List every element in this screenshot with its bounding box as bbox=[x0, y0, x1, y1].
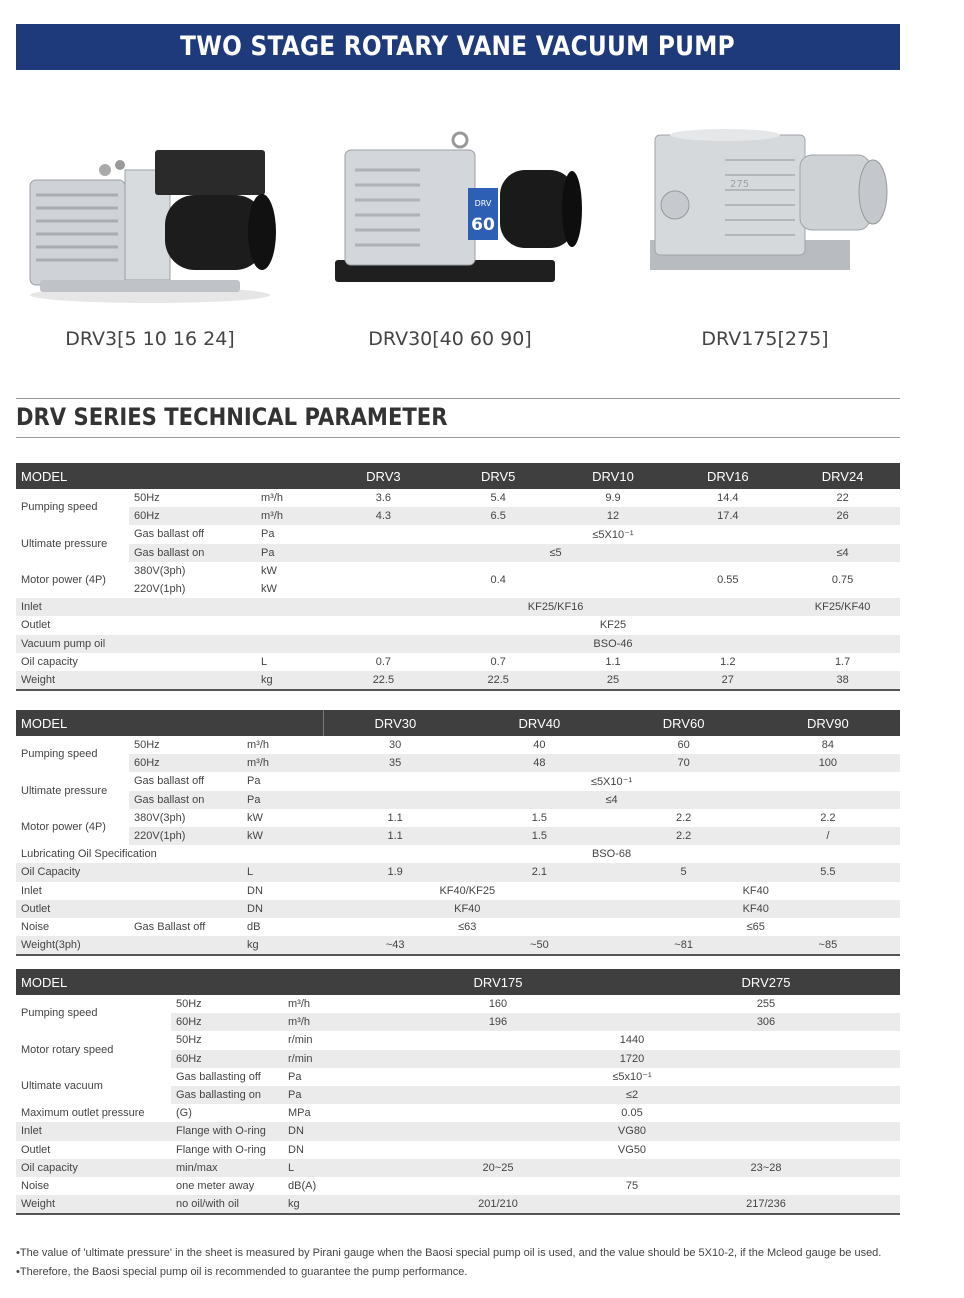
cell: 23~28 bbox=[632, 1159, 900, 1177]
product-drv30 bbox=[300, 110, 600, 350]
row-label: Ultimate pressure bbox=[21, 784, 108, 797]
row-label: Outlet bbox=[21, 619, 51, 632]
row-label: Noise bbox=[21, 1179, 50, 1192]
pump-image-drv30 bbox=[300, 110, 600, 310]
unit: L bbox=[283, 1159, 364, 1177]
cell: KF40 bbox=[612, 900, 901, 918]
cell: 75 bbox=[625, 1179, 639, 1192]
cell: 12 bbox=[556, 507, 671, 525]
cell: 1.7 bbox=[834, 655, 851, 668]
unit: Pa bbox=[261, 528, 275, 541]
cell: 1.1 bbox=[605, 655, 621, 668]
product-caption-drv3: DRV3[5 10 16 24] bbox=[65, 328, 235, 350]
table-row bbox=[16, 1122, 900, 1140]
table-row bbox=[16, 1177, 900, 1195]
cell: ~50 bbox=[467, 936, 611, 955]
cell: KF40/KF25 bbox=[439, 884, 496, 897]
condition: one meter away bbox=[176, 1179, 255, 1192]
cell: 4.3 bbox=[326, 507, 441, 525]
unit: DN bbox=[288, 1143, 304, 1156]
model-drv60: DRV60 bbox=[612, 710, 756, 736]
cell: ≤63 bbox=[458, 920, 477, 933]
cell: 30 bbox=[389, 739, 402, 752]
table-row bbox=[16, 863, 900, 881]
unit: MPa bbox=[288, 1107, 311, 1120]
row-label: Pumping speed bbox=[21, 501, 98, 514]
footnote: •The value of 'ultimate pressure' in the sheet is measured by Pirani gauge when the Baosi special pump oil is used, and the value should be 5X10-2, if the Mcleod gauge be used. bbox=[16, 1247, 882, 1259]
cell: 1720 bbox=[364, 1050, 900, 1068]
table-row bbox=[16, 671, 900, 690]
row-label: Inlet bbox=[16, 1122, 171, 1140]
pump-image-drv3 bbox=[0, 110, 300, 310]
model-drv90: DRV90 bbox=[756, 710, 900, 736]
condition: 60Hz bbox=[129, 507, 256, 525]
table-row bbox=[16, 936, 900, 955]
cell: 1.9 bbox=[323, 863, 467, 881]
cell: 40 bbox=[533, 739, 546, 752]
model-drv30: DRV30 bbox=[323, 710, 467, 736]
table-row bbox=[16, 1195, 900, 1214]
spec-table-drv175-275 bbox=[16, 969, 900, 1215]
row-label: Maximum outlet pressure bbox=[21, 1107, 145, 1120]
cell: 1.2 bbox=[720, 655, 736, 668]
table-row bbox=[16, 918, 900, 936]
cell: 217/236 bbox=[632, 1195, 900, 1214]
cell: 160 bbox=[488, 998, 508, 1011]
table-row bbox=[16, 882, 900, 900]
unit: Pa bbox=[256, 544, 326, 562]
cell: ~85 bbox=[756, 936, 900, 955]
unit: r/min bbox=[283, 1050, 364, 1068]
table-row bbox=[16, 827, 900, 845]
condition: 60Hz bbox=[129, 754, 242, 772]
unit: kg bbox=[242, 936, 323, 955]
unit: m³/h bbox=[242, 754, 323, 772]
condition: Flange with O-ring bbox=[171, 1122, 283, 1140]
cell: 0.55 bbox=[670, 562, 785, 598]
table-row bbox=[16, 1159, 900, 1177]
section-title-bar bbox=[16, 398, 900, 438]
footnotes bbox=[16, 1244, 916, 1282]
condition: 380V(3ph) bbox=[134, 811, 186, 824]
cell: ≤5X10⁻¹ bbox=[592, 528, 634, 541]
condition: Gas ballast on bbox=[129, 544, 256, 562]
cell: VG50 bbox=[617, 1143, 647, 1156]
cell: 1.5 bbox=[467, 827, 611, 845]
row-label: Ultimate vacuum bbox=[21, 1079, 103, 1092]
cell: 14.4 bbox=[717, 492, 739, 505]
cell: 0.7 bbox=[490, 655, 506, 668]
model-header: MODEL bbox=[16, 969, 364, 995]
unit: DN bbox=[283, 1122, 364, 1140]
condition: Gas ballast off bbox=[134, 528, 205, 541]
table-row bbox=[16, 791, 900, 809]
cell: KF25 bbox=[599, 619, 627, 632]
cell: 38 bbox=[785, 671, 900, 690]
spec-table-drv3-24 bbox=[16, 463, 900, 691]
condition: Flange with O-ring bbox=[176, 1143, 266, 1156]
cell: ≤5X10⁻¹ bbox=[590, 775, 633, 788]
cell: 17.4 bbox=[670, 507, 785, 525]
table-row bbox=[16, 754, 900, 772]
condition: 50Hz bbox=[134, 739, 160, 752]
unit: r/min bbox=[288, 1034, 313, 1047]
cell: 0.7 bbox=[375, 655, 392, 668]
table-row bbox=[16, 1068, 900, 1086]
cell: KF40 bbox=[323, 900, 611, 918]
row-label: Inlet bbox=[21, 884, 42, 897]
row-label: Weight bbox=[16, 671, 256, 690]
cell: 5 bbox=[612, 863, 756, 881]
condition: 60Hz bbox=[171, 1050, 283, 1068]
condition: (G) bbox=[176, 1107, 192, 1120]
cell: 35 bbox=[323, 754, 467, 772]
unit: kW bbox=[247, 811, 263, 824]
table-row bbox=[16, 1104, 900, 1122]
row-label: Oil Capacity bbox=[16, 863, 242, 881]
model-drv10: DRV10 bbox=[556, 463, 671, 489]
cell: 306 bbox=[632, 1013, 900, 1031]
cell: 9.9 bbox=[605, 492, 621, 505]
row-label: Pumping speed bbox=[21, 748, 98, 761]
cell: 0.75 bbox=[785, 562, 900, 598]
cell: 25 bbox=[556, 671, 671, 690]
unit: Pa bbox=[242, 791, 323, 809]
row-label: Motor rotary speed bbox=[21, 1043, 114, 1056]
table-row bbox=[16, 489, 900, 507]
section-title: DRV SERIES TECHNICAL PARAMETER bbox=[16, 403, 448, 431]
unit: m³/h bbox=[288, 998, 310, 1011]
unit: kW bbox=[242, 827, 323, 845]
row-label: Weight(3ph) bbox=[16, 936, 242, 955]
condition: min/max bbox=[171, 1159, 283, 1177]
unit: Pa bbox=[288, 1070, 302, 1083]
spec-table-drv30-90 bbox=[16, 710, 900, 956]
row-label: Oil capacity bbox=[21, 655, 78, 668]
cell: 0.4 bbox=[326, 562, 670, 598]
cell: 5.4 bbox=[490, 492, 506, 505]
page-title: TWO STAGE ROTARY VANE VACUUM PUMP bbox=[180, 31, 736, 62]
drv175-casting-mark: 275 bbox=[730, 179, 750, 190]
table-row bbox=[16, 653, 900, 671]
unit: dB(A) bbox=[288, 1179, 317, 1192]
cell: BSO-46 bbox=[326, 635, 900, 653]
cell: 22 bbox=[836, 492, 849, 505]
condition: 50Hz bbox=[176, 998, 202, 1011]
row-label: Motor power (4P) bbox=[21, 820, 106, 833]
row-label: Noise bbox=[21, 920, 50, 933]
table-row bbox=[16, 507, 900, 525]
cell: / bbox=[756, 827, 900, 845]
cell: KF25/KF16 bbox=[326, 598, 785, 616]
cell: 1.5 bbox=[531, 811, 548, 824]
cell: ~43 bbox=[323, 936, 467, 955]
unit: DN bbox=[242, 900, 323, 918]
cell: 2.2 bbox=[820, 811, 836, 824]
row-label: Pumping speed bbox=[21, 1007, 98, 1020]
unit: kg bbox=[256, 671, 326, 690]
condition: Gas Ballast off bbox=[134, 920, 206, 933]
row-label: Vacuum pump oil bbox=[16, 635, 326, 653]
footnote: •Therefore, the Baosi special pump oil is recommended to guarantee the pump performance. bbox=[16, 1266, 468, 1278]
model-drv175: DRV175 bbox=[364, 969, 632, 995]
table-header-row bbox=[16, 969, 900, 995]
cell: 196 bbox=[364, 1013, 632, 1031]
cell: ≤4 bbox=[323, 791, 900, 809]
table-row bbox=[16, 1141, 900, 1159]
unit: m³/h bbox=[261, 492, 283, 505]
condition: 220V(1ph) bbox=[129, 827, 242, 845]
cell: KF40 bbox=[742, 884, 769, 897]
unit: L bbox=[261, 655, 268, 668]
cell: ≤5x10⁻¹ bbox=[612, 1071, 652, 1084]
table-header-row bbox=[16, 710, 900, 736]
model-header: MODEL bbox=[16, 463, 326, 489]
model-drv275: DRV275 bbox=[632, 969, 900, 995]
cell: ≤4 bbox=[785, 544, 900, 562]
table-row bbox=[16, 525, 900, 543]
unit: m³/h bbox=[256, 507, 326, 525]
pump-image-drv175 bbox=[615, 110, 915, 310]
cell: 100 bbox=[756, 754, 900, 772]
cell: ≤65 bbox=[746, 920, 765, 933]
row-label: Lubricating Oil Specification bbox=[21, 848, 157, 861]
row-label: Outlet bbox=[16, 900, 242, 918]
cell: 60 bbox=[677, 739, 690, 752]
product-caption-drv30: DRV30[40 60 90] bbox=[368, 328, 532, 350]
unit: m³/h bbox=[283, 1013, 364, 1031]
product-caption-drv175: DRV175[275] bbox=[701, 328, 829, 350]
cell: 48 bbox=[467, 754, 611, 772]
cell: 2.1 bbox=[467, 863, 611, 881]
cell: 20~25 bbox=[364, 1159, 632, 1177]
cell: 27 bbox=[670, 671, 785, 690]
condition: 50Hz bbox=[134, 492, 160, 505]
row-label: Outlet bbox=[21, 1143, 51, 1156]
table-row bbox=[16, 809, 900, 827]
cell: 22.5 bbox=[441, 671, 556, 690]
model-drv16: DRV16 bbox=[670, 463, 785, 489]
unit: m³/h bbox=[247, 739, 269, 752]
cell: 2.2 bbox=[612, 827, 756, 845]
cell: KF25/KF40 bbox=[785, 598, 900, 616]
cell: 255 bbox=[756, 998, 776, 1011]
cell: ≤2 bbox=[364, 1086, 900, 1104]
cell: 2.2 bbox=[675, 811, 692, 824]
cell: 26 bbox=[785, 507, 900, 525]
cell: 1.1 bbox=[323, 827, 467, 845]
unit: kW bbox=[261, 583, 277, 596]
cell: 5.5 bbox=[756, 863, 900, 881]
unit: kg bbox=[283, 1195, 364, 1214]
cell: 3.6 bbox=[375, 492, 392, 505]
table-row bbox=[16, 616, 900, 634]
unit: DN bbox=[247, 884, 263, 897]
condition: no oil/with oil bbox=[171, 1195, 283, 1214]
cell: 6.5 bbox=[441, 507, 556, 525]
drv30-badge-top: DRV bbox=[474, 199, 492, 208]
row-label: Ultimate pressure bbox=[21, 537, 108, 550]
table-row bbox=[16, 900, 900, 918]
cell: ~81 bbox=[612, 936, 756, 955]
table-header-row bbox=[16, 463, 900, 489]
cell: 22.5 bbox=[326, 671, 441, 690]
cell: 70 bbox=[612, 754, 756, 772]
row-label: Oil capacity bbox=[16, 1159, 171, 1177]
table-row bbox=[16, 736, 900, 754]
table-row bbox=[16, 772, 900, 790]
drv30-badge-number: 60 bbox=[471, 215, 495, 235]
condition: 380V(3ph) bbox=[134, 564, 186, 577]
cell: 1440 bbox=[619, 1034, 645, 1047]
page-banner bbox=[16, 24, 900, 70]
condition: 220V(1ph) bbox=[134, 583, 186, 596]
unit: Pa bbox=[283, 1086, 364, 1104]
row-label: Inlet bbox=[16, 598, 326, 616]
condition: 60Hz bbox=[171, 1013, 283, 1031]
model-drv24: DRV24 bbox=[785, 463, 900, 489]
table-row bbox=[16, 544, 900, 562]
model-drv5: DRV5 bbox=[441, 463, 556, 489]
product-drv3 bbox=[0, 110, 300, 350]
table-row bbox=[16, 635, 900, 653]
condition: Gas ballast off bbox=[134, 775, 205, 788]
row-label: Weight bbox=[16, 1195, 171, 1214]
model-drv40: DRV40 bbox=[467, 710, 611, 736]
cell: 84 bbox=[821, 739, 834, 752]
row-label: Motor power (4P) bbox=[21, 573, 106, 586]
cell: ≤5 bbox=[326, 544, 785, 562]
unit: kW bbox=[261, 564, 277, 577]
condition: Gas ballasting off bbox=[176, 1070, 261, 1083]
table-row bbox=[16, 995, 900, 1013]
cell: BSO-68 bbox=[591, 848, 632, 861]
table-row bbox=[16, 845, 900, 863]
condition: 50Hz bbox=[176, 1034, 202, 1047]
cell: 0.05 bbox=[621, 1107, 643, 1120]
unit: dB bbox=[247, 920, 261, 933]
cell: 1.1 bbox=[387, 811, 403, 824]
product-drv175 bbox=[615, 110, 915, 350]
unit: L bbox=[242, 863, 323, 881]
cell: 201/210 bbox=[364, 1195, 632, 1214]
table-row bbox=[16, 1031, 900, 1049]
table-row bbox=[16, 598, 900, 616]
model-drv3: DRV3 bbox=[326, 463, 441, 489]
model-header: MODEL bbox=[16, 710, 323, 736]
unit: Pa bbox=[247, 775, 261, 788]
condition: Gas ballasting on bbox=[171, 1086, 283, 1104]
table-row bbox=[16, 562, 900, 580]
condition: Gas ballast on bbox=[129, 791, 242, 809]
cell: VG80 bbox=[364, 1122, 900, 1140]
